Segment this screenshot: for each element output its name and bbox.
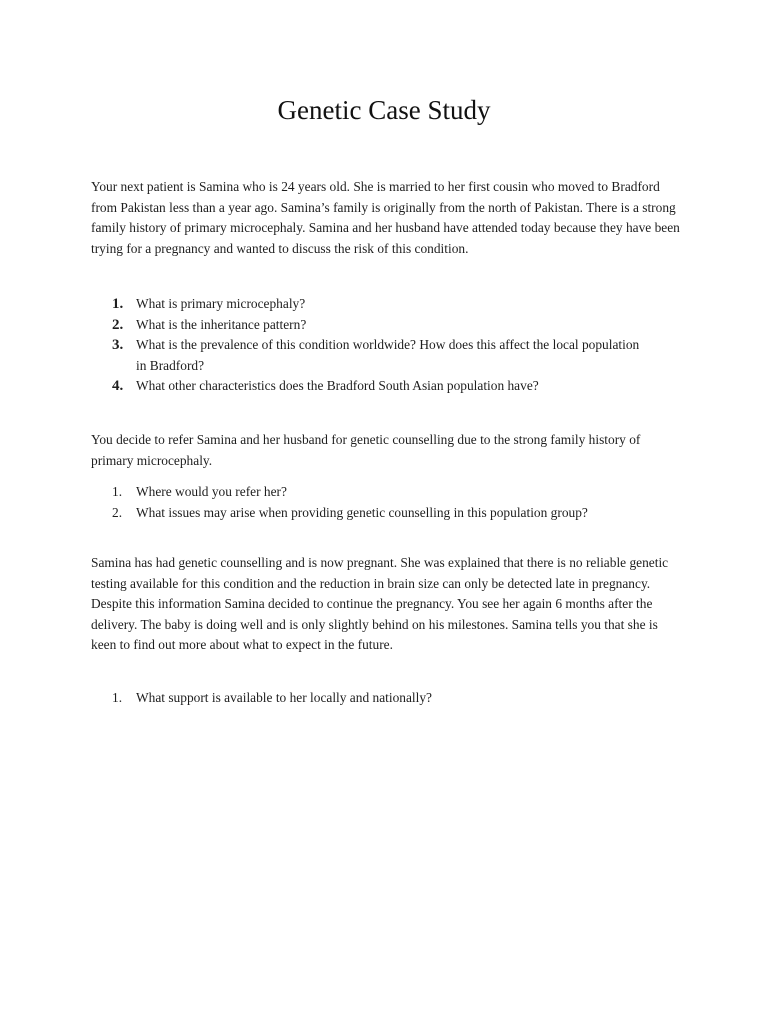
list-item-text: What other characteristics does the Bradford South Asian population have? (136, 378, 539, 393)
list-item-number: 1. (112, 484, 123, 499)
question-list-3 (91, 688, 651, 709)
list-item-text: What issues may arise when providing genetic counselling in this population group? (136, 504, 588, 520)
list-item (91, 294, 651, 315)
page-title: Genetic Case Study (277, 95, 491, 125)
list-item-text: What is the prevalence of this condition worldwide? How does this affect the local population in Bradford? (136, 337, 640, 373)
list-item-number: 2. (112, 316, 124, 333)
list-item-number: 1. (112, 296, 124, 312)
question-list-1 (91, 294, 651, 397)
list-item-number: 3. (112, 337, 124, 353)
list-item (91, 376, 651, 397)
list-item (91, 503, 651, 524)
list-item-text: What is primary microcephaly? (136, 296, 306, 311)
list-item-number: 1. (112, 690, 123, 705)
list-item-number: 4. (112, 378, 124, 394)
list-item (91, 335, 651, 376)
follow-up-paragraph: Samina has had genetic counselling and is now pregnant. She was explained that there is no reliable genetic testing available for this condition and the reduction in brain size can only be detected late in pregnancy. Despite this information Samina decided to continue the pregnancy. You see her again 6 months after the delivery. The baby is doing well and is only slightly behind on his milestones. Samina tells you that she is keen to find out more about what to expect in the future. (91, 555, 669, 652)
list-item-text: What support is available to her locally and nationally? (136, 690, 432, 705)
referral-paragraph: You decide to refer Samina and her husband for genetic counselling due to the strong family history of primary microcephaly. (91, 432, 641, 468)
list-item-text: Where would you refer her? (136, 484, 287, 499)
list-item-text: What is the inheritance pattern? (136, 316, 307, 332)
list-item (91, 482, 651, 503)
question-list-2 (91, 482, 651, 523)
list-item-number: 2. (112, 504, 123, 520)
case-intro-paragraph: Your next patient is Samina who is 24 years old. She is married to her first cousin who moved to Bradford from Pakistan less than a year ago. Samina’s family is originally from the north of Pakistan. There is a strong family history of primary microcephaly. Samina and her husband have attended today because they have been trying for a pregnancy and wanted to discuss the risk of this condition. (91, 179, 680, 256)
list-item (91, 688, 651, 709)
list-item (91, 315, 651, 336)
